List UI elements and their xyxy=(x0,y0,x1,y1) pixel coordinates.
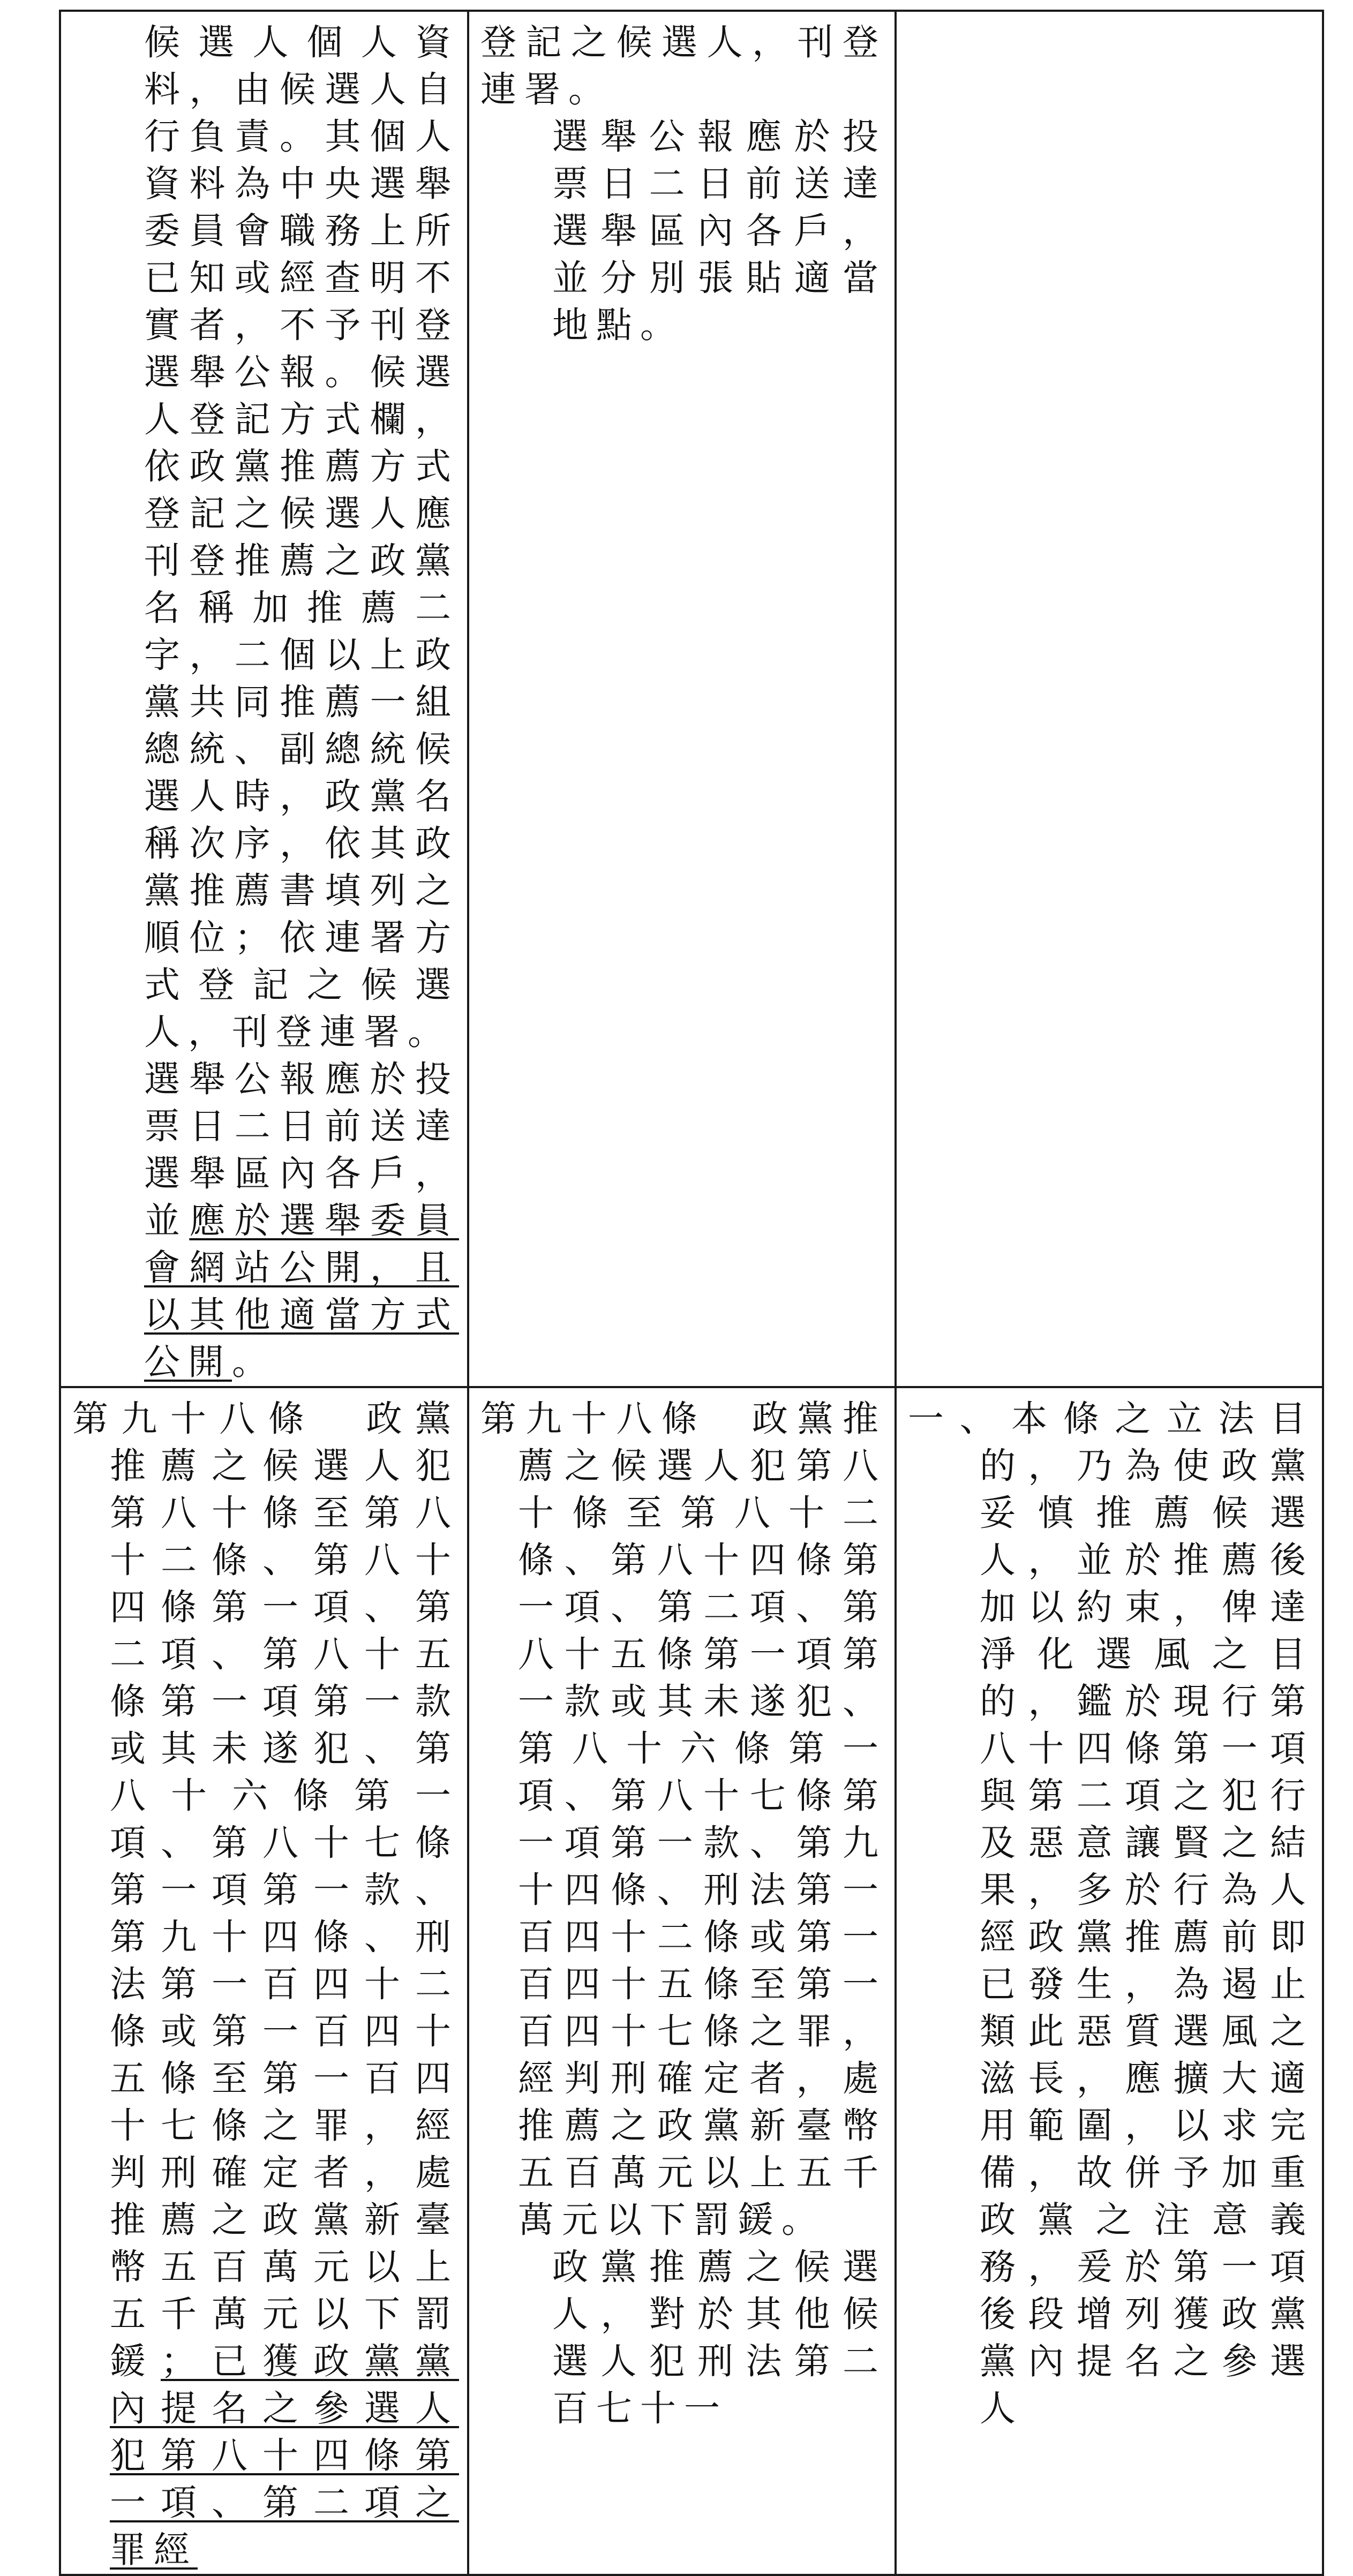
article-text: 第九十八條 政黨推薦之候選人犯第八十條至第八十二條、第八十四條第一項、第二項、第八十五條第一項第一款或其未遂犯、第八十六條第一項、第八十七條第一項第一款、第九十四條、刑法第一百四十二條或第一百四十五條至第一百四十七條之罪，經判刑確定者，處推薦之政黨新臺幣五百萬元以上五千萬元以下罰鍰；已獲政黨黨內提名之參選人犯第八十四條第一項、第二項之罪經 xyxy=(72,1398,459,2571)
item-number: 一、 xyxy=(908,1398,1012,1440)
paragraph: 選舉公報應於投票日二日前送達選舉區內各戶，並分別張貼適當地點。 xyxy=(552,116,886,346)
reason-item: 一、本條之立法目的，乃為使政黨妥慎推薦候選人，並於推薦後加以約束，俾達淨化選風之目的，鑑於現行第八十四條第一項與第二項之犯行及惡意讓賢之結果，多於行為人經政黨推薦前即已發生，為遏止類此惡質選風之滋長，應擴大適用範圍，以求完備，故併予加重政黨之注意義務，爰於第一項後段增列獲政黨黨內提名之參選人 xyxy=(908,1398,1314,2429)
current-text-cell xyxy=(60,1387,468,2575)
amended-text: 應於選舉委員會網站公開，且以其他適當方式公開 xyxy=(144,1200,460,1383)
paragraph: 候選人個人資料，由候選人自行負責。其個人資料為中央選舉委員會職務上所已知或經查明不實者，不予刊登選舉公報。候選人登記方式欄，依政黨推薦方式登記之候選人應刊登推薦之政黨名稱加推薦二字，二個以上政黨共同推薦一組總統、副總統候選人時，政黨名稱次序，依其政黨推薦書填列之順位；依連署方式登記之候選人，刊登連署。 xyxy=(144,21,459,1053)
paragraph: 選舉公報應於投票日二日前送達選舉區內各戶，並應於選舉委員會網站公開，且以其他適當方式公開。 xyxy=(144,1058,460,1383)
paragraph: 政黨推薦之候選人，對於其他候選人犯刑法第二百七十一 xyxy=(552,2246,886,2429)
amended-text: ；已獲政黨黨內提名之參選人犯第八十四條第一項、第二項之罪經 xyxy=(110,2340,459,2571)
original-text-cell xyxy=(468,1387,896,2575)
original-text-cell xyxy=(468,11,896,1387)
comparison-table xyxy=(59,10,1324,2576)
article-text: 第九十八條 政黨推薦之候選人犯第八十條至第八十二條、第八十四條第一項、第二項、第八十五條第一項第一款或其未遂犯、第八十六條第一項、第八十七條第一項第一款、第九十四條、刑法第一百四十二條或第一百四十五條至第一百四十七條之罪，經判刑確定者，處推薦之政黨新臺幣五百萬元以上五千萬元以下罰鍰。 xyxy=(480,1398,886,2241)
table-row xyxy=(60,11,1323,1387)
paragraph: 登記之候選人，刊登連署。 xyxy=(480,21,886,110)
reason-cell xyxy=(896,11,1323,1387)
current-text-cell xyxy=(60,11,468,1387)
reason-cell xyxy=(896,1387,1323,2575)
table-row xyxy=(60,1387,1323,2575)
